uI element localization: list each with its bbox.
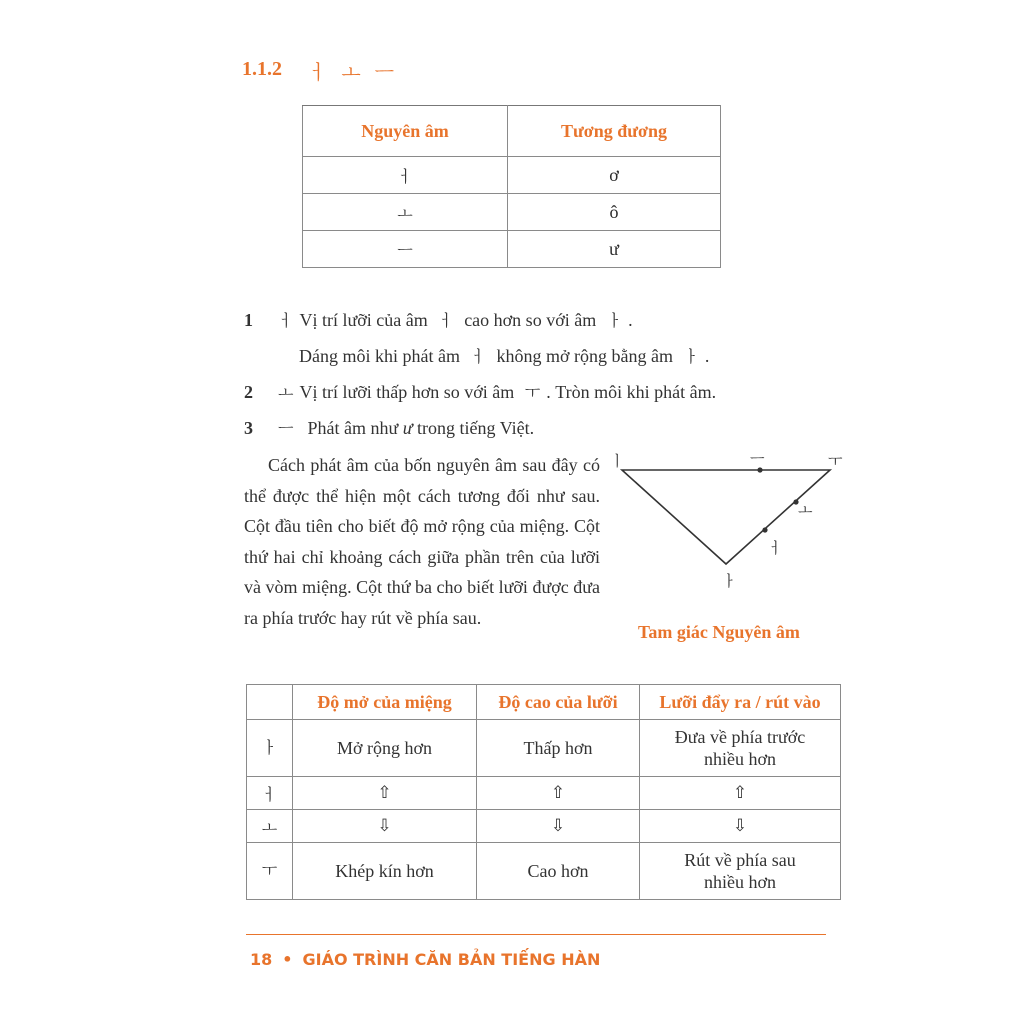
note-text: . bbox=[704, 346, 710, 366]
equivalent-cell: ơ bbox=[508, 157, 721, 194]
footer-separator: • bbox=[282, 950, 293, 969]
note-1-continued bbox=[299, 344, 709, 367]
vowel-cell: ㅗ bbox=[247, 810, 293, 843]
note-text: Phát âm như bbox=[307, 418, 403, 438]
page-number: 18 bbox=[250, 950, 273, 969]
triangle-label-o: ㅗ bbox=[798, 501, 813, 519]
note-text: trong tiếng Việt. bbox=[412, 418, 535, 438]
note-vowel-inline: ㅏ bbox=[683, 347, 699, 366]
table-header: Độ cao của lưỡi bbox=[477, 685, 640, 720]
table-row bbox=[303, 194, 721, 231]
triangle-label-eo: ㅓ bbox=[768, 539, 783, 557]
paragraph-text: Cách phát âm của bốn nguyên âm sau đây có thể được thể hiện một cách tương đối như sau. Cột đầu tiên cho biết độ mở rộng của miệng. Cột thứ hai chỉ khoảng cách giữa phần trên của lưỡi và vòm miệng. Cột thứ ba cho biết lưỡi được đưa ra phía trước hay rút về phía sau. bbox=[244, 455, 600, 628]
section-vowel: ㅡ bbox=[374, 60, 408, 84]
table-cell: Thấp hơn bbox=[477, 720, 640, 777]
triangle-caption: Tam giác Nguyên âm bbox=[638, 622, 800, 642]
note-vowel: ㅓ bbox=[278, 311, 294, 330]
section-vowels bbox=[308, 56, 408, 85]
table-header bbox=[247, 685, 293, 720]
note-text: không mở rộng bằng âm bbox=[491, 346, 678, 366]
down-arrow-icon: ⇩ bbox=[477, 810, 640, 843]
note-vowel-inline: ㅏ bbox=[606, 311, 623, 330]
note-text: Vị trí lưỡi của âm bbox=[299, 310, 433, 330]
vowel-cell: ㅏ bbox=[247, 720, 293, 777]
note-italic: ư bbox=[402, 418, 413, 438]
table-cell: Mở rộng hơn bbox=[293, 720, 477, 777]
cell-line: Đưa về phía trước bbox=[674, 727, 806, 747]
note-3 bbox=[244, 416, 534, 439]
note-text: Vị trí lưỡi thấp hơn so với âm bbox=[299, 382, 519, 402]
table-header: Tương đương bbox=[508, 106, 721, 157]
note-vowel-inline: ㅓ bbox=[438, 311, 454, 330]
table-cell: Khép kín hơn bbox=[293, 843, 477, 900]
footer-divider bbox=[246, 934, 826, 935]
description-paragraph bbox=[244, 450, 600, 634]
cell-line: nhiều hơn bbox=[703, 749, 776, 769]
equivalence-table bbox=[302, 105, 721, 268]
note-1 bbox=[244, 308, 633, 331]
section-vowel: ㅗ bbox=[341, 60, 375, 84]
note-vowel-inline: ㅜ bbox=[524, 383, 541, 402]
triangle-label-a: ㅏ bbox=[722, 572, 737, 590]
up-arrow-icon: ⇧ bbox=[477, 777, 640, 810]
equivalent-cell: ô bbox=[508, 194, 721, 231]
note-vowel: ㅡ bbox=[278, 419, 294, 438]
vowel-cell: ㅓ bbox=[247, 777, 293, 810]
section-number: 1.1.2 bbox=[242, 58, 282, 80]
table-cell bbox=[640, 720, 841, 777]
triangle-label-eu: ㅡ bbox=[750, 450, 765, 468]
up-arrow-icon: ⇧ bbox=[293, 777, 477, 810]
note-number: 3 bbox=[244, 418, 253, 438]
cell-line: Rút về phía sau bbox=[684, 850, 796, 870]
vowel-triangle-diagram bbox=[600, 440, 860, 600]
note-text: cao hơn so với âm bbox=[459, 310, 601, 330]
section-vowel: ㅓ bbox=[308, 60, 342, 84]
table-row bbox=[247, 810, 841, 843]
note-number: 1 bbox=[244, 310, 253, 330]
table-row bbox=[247, 720, 841, 777]
vowel-point bbox=[762, 527, 767, 532]
table-header: Lưỡi đẩy ra / rút vào bbox=[640, 685, 841, 720]
vowel-comparison-table bbox=[246, 684, 841, 900]
triangle-label-i: ㅣ bbox=[610, 452, 625, 470]
up-arrow-icon: ⇧ bbox=[640, 777, 841, 810]
vowel-cell: ㅡ bbox=[303, 231, 508, 268]
cell-line: nhiều hơn bbox=[703, 872, 776, 892]
table-header: Độ mở của miệng bbox=[293, 685, 477, 720]
note-vowel-inline: ㅓ bbox=[470, 347, 486, 366]
note-text: Dáng môi khi phát âm bbox=[299, 346, 465, 366]
note-number: 2 bbox=[244, 382, 253, 402]
vowel-cell: ㅓ bbox=[303, 157, 508, 194]
equivalent-cell: ư bbox=[508, 231, 721, 268]
vowel-point bbox=[757, 467, 762, 472]
down-arrow-icon: ⇩ bbox=[293, 810, 477, 843]
table-cell bbox=[640, 843, 841, 900]
down-arrow-icon: ⇩ bbox=[640, 810, 841, 843]
page-footer bbox=[250, 950, 600, 969]
table-row bbox=[303, 231, 721, 268]
vowel-cell: ㅜ bbox=[247, 843, 293, 900]
note-2 bbox=[244, 380, 716, 403]
table-row bbox=[247, 843, 841, 900]
note-vowel: ㅗ bbox=[278, 383, 294, 402]
table-row bbox=[303, 157, 721, 194]
triangle-label-u: ㅜ bbox=[828, 452, 843, 470]
table-header: Nguyên âm bbox=[303, 106, 508, 157]
book-title: GIÁO TRÌNH CĂN BẢN TIẾNG HÀN bbox=[302, 950, 601, 969]
note-text: . Tròn môi khi phát âm. bbox=[546, 382, 717, 402]
table-row bbox=[247, 777, 841, 810]
vowel-cell: ㅗ bbox=[303, 194, 508, 231]
table-cell: Cao hơn bbox=[477, 843, 640, 900]
note-text: . bbox=[628, 310, 633, 330]
